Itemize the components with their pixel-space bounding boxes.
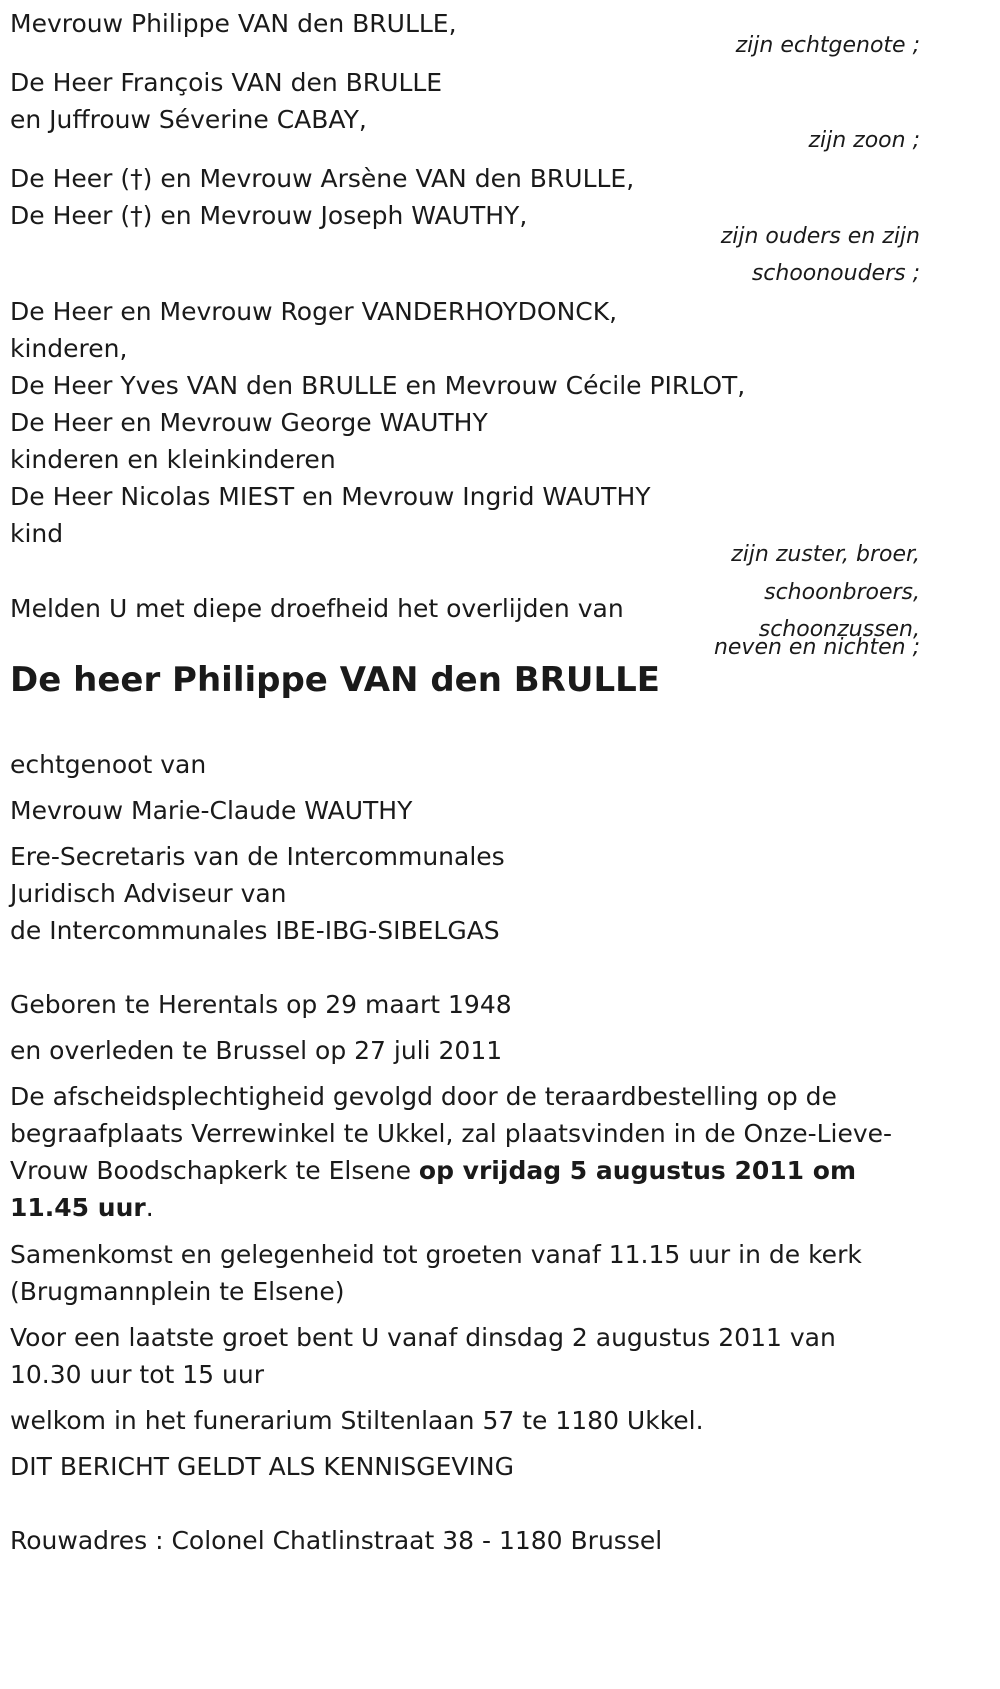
ceremony-text: De afscheidsplechtigheid gevolgd door de teraardbestelling op de begraafplaats Verrewinkel te Ukkel, zal plaatsvinden in de Onze-Lieve-Vrouw Boodschapkerk te Elsene — [10, 1082, 893, 1185]
wife-name: Mevrouw Marie-Claude WAUTHY — [10, 796, 413, 825]
parents-relation-1: zijn ouders en zijn — [720, 224, 920, 249]
sibling-line: De Heer Yves VAN den BRULLE en Mevrouw Cécile PIRLOT, — [10, 371, 746, 400]
announcement: Melden U met diepe droefheid het overlijden van — [10, 594, 624, 623]
husband-of-label: echtgenoot van — [10, 750, 207, 779]
death-line: en overleden te Brussel op 27 juli 2011 — [10, 1036, 503, 1065]
siblings-relation: neven en nichten ; — [713, 635, 920, 660]
son-line-2: en Juffrouw Séverine CABAY, — [10, 105, 367, 134]
siblings-relation: schoonbroers, — [764, 580, 920, 605]
title-line: Juridisch Adviseur van — [10, 879, 287, 908]
siblings-relation: schoonzussen, — [758, 617, 920, 642]
gathering-paragraph: Samenkomst en gelegenheid tot groeten vanaf 11.15 uur in de kerk (Brugmannplein te Elsene) — [10, 1240, 862, 1306]
sibling-line: kinderen, — [10, 334, 128, 363]
sibling-line: De Heer en Mevrouw George WAUTHY — [10, 408, 488, 437]
son-line-1: De Heer François VAN den BRULLE — [10, 68, 443, 97]
spouse-relation: zijn echtgenote ; — [735, 33, 920, 58]
address-line: Rouwadres : Colonel Chatlinstraat 38 - 1180 Brussel — [10, 1526, 663, 1555]
ceremony-paragraph — [10, 1078, 910, 1226]
parents-line-2: De Heer (†) en Mevrouw Joseph WAUTHY, — [10, 201, 528, 230]
birth-line: Geboren te Herentals op 29 maart 1948 — [10, 990, 512, 1019]
ceremony-date: op vrijdag 5 augustus 2011 om 11.45 uur — [10, 1156, 856, 1222]
title-line: de Intercommunales IBE-IBG-SIBELGAS — [10, 916, 500, 945]
siblings-relation: zijn zuster, broer, — [731, 542, 920, 567]
sibling-line: De Heer Nicolas MIEST en Mevrouw Ingrid WAUTHY — [10, 482, 651, 511]
deceased-name: De heer Philippe VAN den BRULLE — [10, 660, 661, 700]
title-line: Ere-Secretaris van de Intercommunales — [10, 842, 505, 871]
sibling-line: De Heer en Mevrouw Roger VANDERHOYDONCK, — [10, 297, 618, 326]
son-relation: zijn zoon ; — [808, 128, 920, 153]
sibling-line: kinderen en kleinkinderen — [10, 445, 336, 474]
parents-line-1: De Heer (†) en Mevrouw Arsène VAN den BRULLE, — [10, 164, 635, 193]
sibling-line: kind — [10, 519, 64, 548]
spouse-line: Mevrouw Philippe VAN den BRULLE, — [10, 9, 457, 38]
funerarium-line: welkom in het funerarium Stiltenlaan 57 te 1180 Ukkel. — [10, 1406, 704, 1435]
visit-paragraph: Voor een laatste groet bent U vanaf dinsdag 2 augustus 2011 van 10.30 uur tot 15 uur — [10, 1323, 836, 1389]
notice-line: DIT BERICHT GELDT ALS KENNISGEVING — [10, 1452, 514, 1481]
parents-relation-2: schoonouders ; — [751, 261, 920, 286]
ceremony-end: . — [145, 1193, 154, 1222]
